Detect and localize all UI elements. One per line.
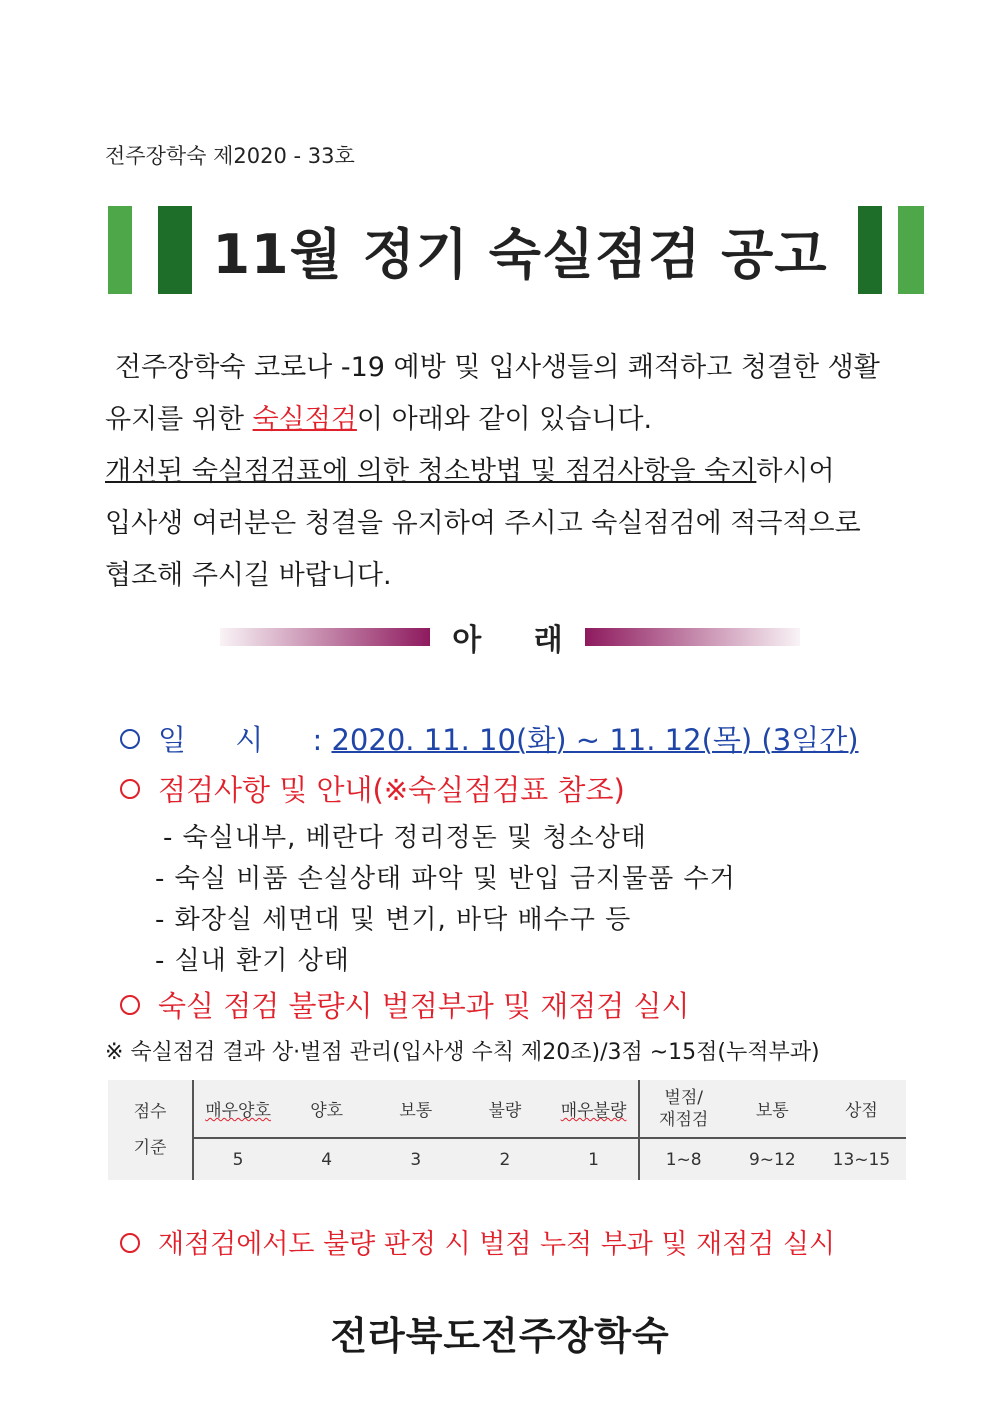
fine-heading-text: 숙실 점검 불량시 벌점부과 및 재점검 실시 (158, 989, 690, 1023)
table-cell: 2 (499, 1149, 511, 1170)
table-cell: 1~8 (665, 1149, 702, 1170)
row-header-top: 점수 (133, 1102, 167, 1122)
check-heading (120, 768, 625, 809)
list-item: - 숙실 비품 손실상태 파악 및 반입 금지물품 수거 (155, 864, 736, 894)
issuer-footer: 전라북도전주장학숙 (330, 1314, 670, 1358)
body-line-5: 협조해 주시길 바랍니다. (105, 560, 392, 591)
divider-label: 아 래 (452, 623, 563, 658)
title-banner (0, 200, 1000, 300)
page-title: 11월 정기 숙실점검 공고 (212, 223, 828, 286)
table-cell: 13~15 (832, 1149, 891, 1170)
right-bar-light (898, 206, 924, 294)
row-header (108, 1080, 193, 1180)
table-cell: 5 (232, 1149, 244, 1170)
body-line-2-pre: 유지를 위한 (105, 404, 253, 435)
table-cell: 4 (321, 1149, 333, 1170)
score-table (108, 1080, 906, 1180)
highlight-inspection: 숙실점검 (252, 404, 357, 435)
header-penalty-line1: 벌점/ (664, 1087, 703, 1108)
circle-bullet-icon (120, 995, 140, 1015)
table-header-cell (550, 1080, 639, 1138)
fine-heading (120, 984, 690, 1025)
body-line-4: 입사생 여러분은 청결을 유지하여 주시고 숙실점검에 적극적으로 (105, 508, 861, 539)
table-header-cell (639, 1080, 728, 1138)
check-items-list (155, 818, 736, 982)
table-row (108, 1080, 906, 1138)
table-header-cell (193, 1080, 282, 1138)
announcement-body (105, 342, 925, 602)
section-divider (220, 615, 800, 665)
score-note: ※ 숙실점검 결과 상·벌점 관리(입사생 수칙 제20조)/3점 ~15점(누적부과) (105, 1040, 820, 1065)
recheck-heading-text: 재점검에서도 불량 판정 시 벌점 누적 부과 및 재점검 실시 (158, 1229, 836, 1260)
table-header-cell: 보통 (371, 1080, 460, 1138)
left-bar-dark (158, 206, 192, 294)
header-very-poor: 매우불량 (560, 1101, 627, 1121)
table-cell: 3 (410, 1149, 422, 1170)
header-very-good: 매우양호 (205, 1101, 271, 1121)
table-header-cell: 상점 (817, 1080, 906, 1138)
circle-bullet-icon (120, 1233, 140, 1253)
circle-bullet-icon (120, 729, 140, 749)
right-bar-dark (858, 206, 882, 294)
schedule-item (120, 718, 859, 759)
body-line-3-underlined: 개선된 숙실점검표에 의한 청소방법 및 점검사항을 숙지 (105, 456, 757, 487)
table-header-cell: 보통 (728, 1080, 817, 1138)
table-row (108, 1138, 906, 1180)
table-header-cell: 양호 (282, 1080, 371, 1138)
header-penalty-line2: 재점검 (659, 1109, 709, 1130)
list-item: - 실내 환기 상태 (155, 946, 350, 976)
body-line-3 (105, 446, 925, 498)
document-number: 전주장학숙 제2020 - 33호 (105, 144, 355, 168)
table-cell: 1 (550, 1138, 639, 1180)
left-bar-light (108, 206, 132, 294)
divider-right-gradient (585, 628, 800, 646)
list-item: - 화장실 세면대 및 변기, 바닥 배수구 등 (155, 905, 632, 935)
body-line-1: 전주장학숙 코로나 -19 예방 및 입사생들의 쾌적하고 청결한 생활 (115, 352, 880, 383)
body-line-3-post: 하시어 (756, 456, 835, 487)
divider-left-gradient (220, 628, 430, 646)
body-line-2-post: 이 아래와 같이 있습니다. (356, 404, 653, 435)
list-item: - 숙실내부, 베란다 정리정돈 및 청소상태 (163, 823, 647, 853)
schedule-value: 2020. 11. 10(화) ~ 11. 12(목) (3일간) (331, 723, 859, 757)
schedule-label: 일 시 : (158, 723, 323, 757)
table-header-cell: 불량 (460, 1080, 549, 1138)
table-cell: 9~12 (748, 1149, 796, 1170)
recheck-heading (120, 1222, 835, 1261)
check-heading-text: 점검사항 및 안내(※숙실점검표 참조) (158, 773, 625, 807)
body-line-2 (105, 394, 925, 446)
circle-bullet-icon (120, 779, 140, 799)
row-header-bottom: 기준 (133, 1138, 167, 1158)
